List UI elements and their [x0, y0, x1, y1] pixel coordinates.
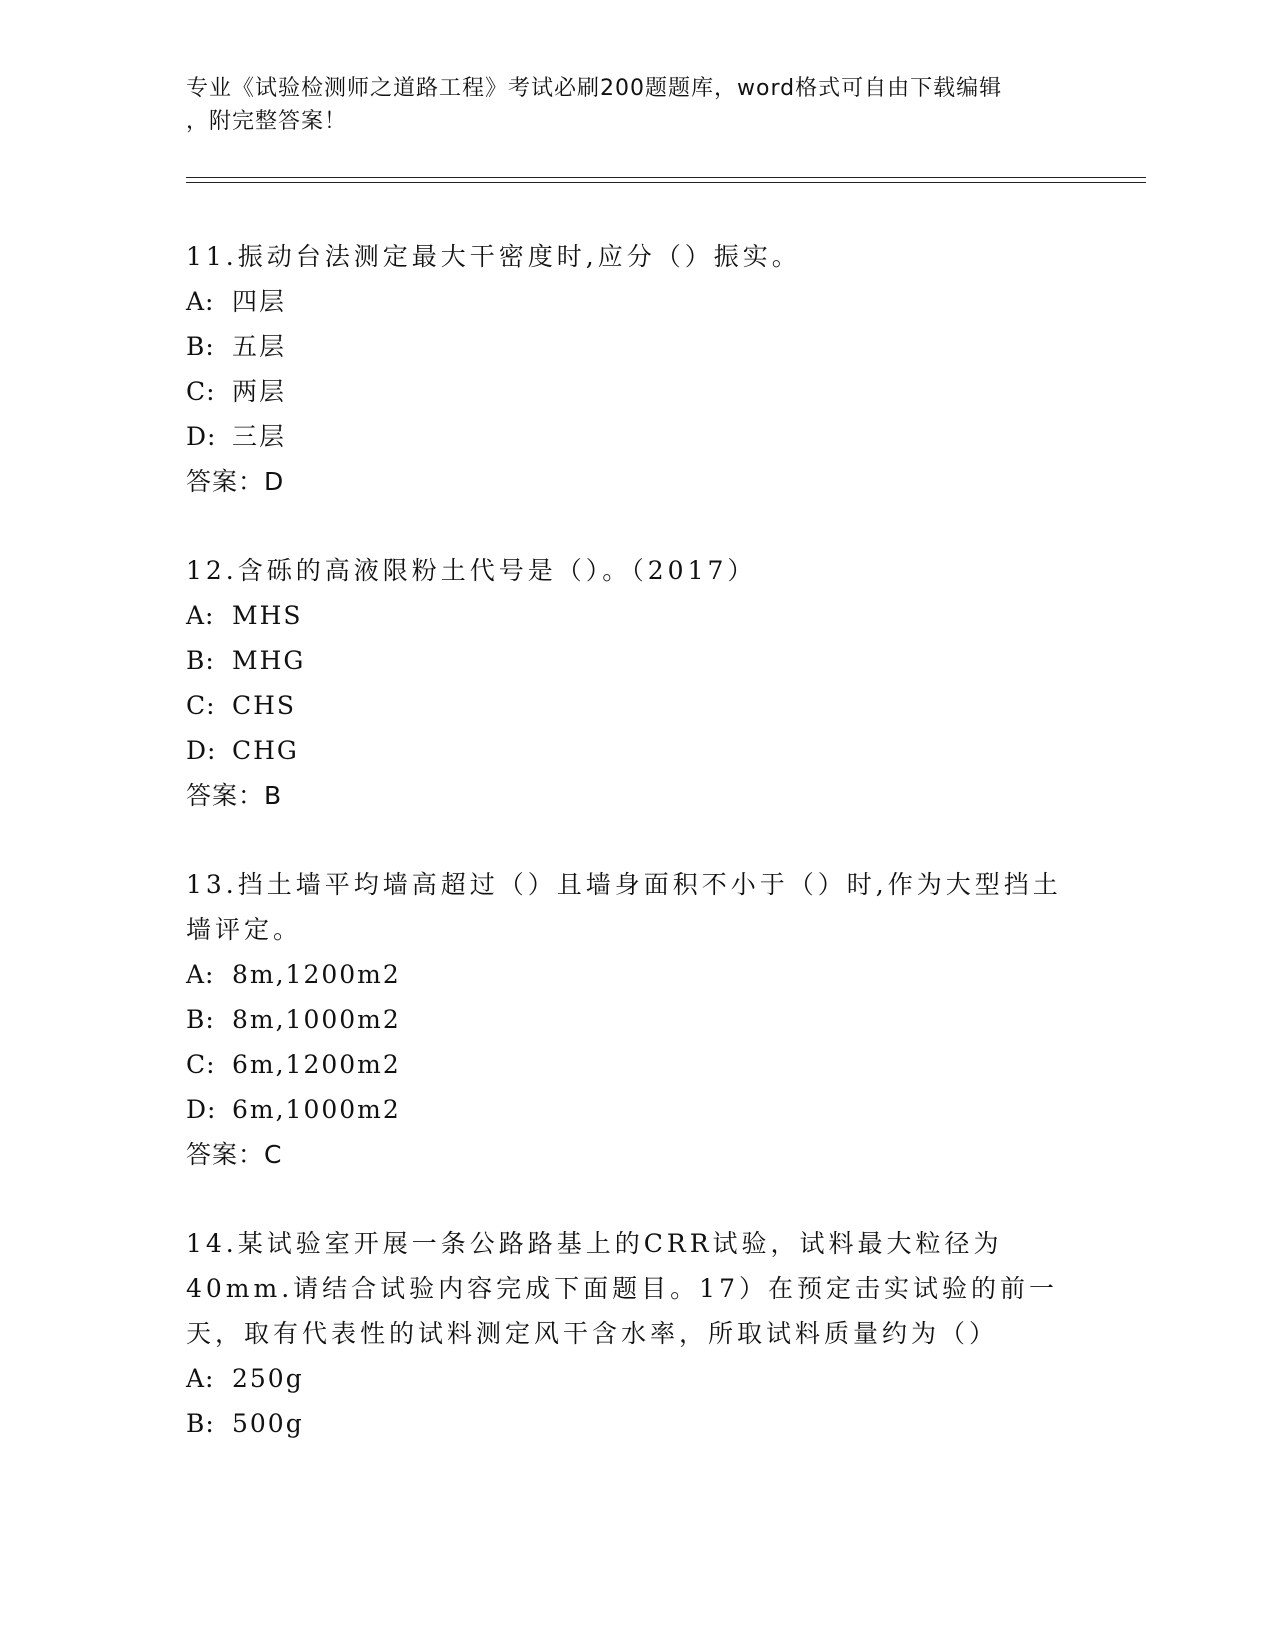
header-divider-bottom	[186, 182, 1146, 183]
option-value: CHS	[232, 691, 297, 720]
option-value: 6m,1200m2	[232, 1050, 401, 1079]
option-d	[186, 414, 1066, 459]
option-key: A:	[186, 601, 215, 630]
answer-line: 答案：D	[186, 467, 285, 496]
option-key: B:	[186, 646, 215, 675]
option-a	[186, 952, 1066, 997]
option-a	[186, 593, 1066, 638]
option-c	[186, 369, 1066, 414]
question-12	[186, 548, 1066, 818]
header-divider-top	[186, 177, 1146, 178]
answer-line: 答案：C	[186, 1140, 283, 1169]
option-d	[186, 1087, 1066, 1132]
option-key: B:	[186, 1005, 215, 1034]
document-header	[186, 72, 1066, 138]
option-value: 8m,1200m2	[232, 960, 401, 989]
option-key: D:	[186, 422, 217, 451]
header-title-line-1: 专业《试验检测师之道路工程》考试必刷200题题库，word格式可自由下载编辑	[186, 76, 1003, 101]
option-value: MHG	[232, 646, 306, 675]
option-b	[186, 324, 1066, 369]
option-value: 五层	[232, 332, 287, 361]
option-b	[186, 997, 1066, 1042]
question-11	[186, 234, 1066, 504]
option-value: 8m,1000m2	[232, 1005, 401, 1034]
question-text: 12.含砾的高液限粉土代号是（）。（2017）	[186, 556, 757, 585]
option-a	[186, 1356, 1066, 1401]
option-value: MHS	[232, 601, 303, 630]
option-value: 四层	[232, 287, 287, 316]
question-text: 13.挡土墙平均墙高超过（）且墙身面积不小于（）时,作为大型挡土墙评定。	[186, 870, 1062, 944]
option-c	[186, 1042, 1066, 1087]
option-d	[186, 728, 1066, 773]
option-key: B:	[186, 332, 215, 361]
option-value: 三层	[232, 422, 287, 451]
option-key: A:	[186, 1364, 215, 1393]
option-c	[186, 683, 1066, 728]
option-key: A:	[186, 960, 215, 989]
option-b	[186, 1401, 1066, 1446]
option-value: 两层	[232, 377, 287, 406]
option-key: C:	[186, 377, 216, 406]
option-value: 500g	[232, 1409, 304, 1438]
question-text: 14.某试验室开展一条公路路基上的CRR试验，试料最大粒径为40mm.请结合试验内容完成下面题目。17）在预定击实试验的前一天，取有代表性的试料测定风干含水率，所取试料质量约为（）	[186, 1229, 1058, 1348]
question-list	[186, 234, 1066, 1490]
option-key: D:	[186, 736, 217, 765]
option-a	[186, 279, 1066, 324]
header-title-line-2: ，附完整答案！	[186, 109, 348, 134]
option-key: C:	[186, 691, 216, 720]
option-key: A:	[186, 287, 215, 316]
option-key: B:	[186, 1409, 215, 1438]
option-value: CHG	[232, 736, 299, 765]
question-14	[186, 1221, 1066, 1446]
answer-line: 答案：B	[186, 781, 283, 810]
option-value: 250g	[232, 1364, 304, 1393]
option-key: D:	[186, 1095, 217, 1124]
question-text: 11.振动台法测定最大干密度时,应分（）振实。	[186, 242, 801, 271]
option-key: C:	[186, 1050, 216, 1079]
question-13	[186, 862, 1066, 1177]
option-value: 6m,1000m2	[232, 1095, 401, 1124]
option-b	[186, 638, 1066, 683]
